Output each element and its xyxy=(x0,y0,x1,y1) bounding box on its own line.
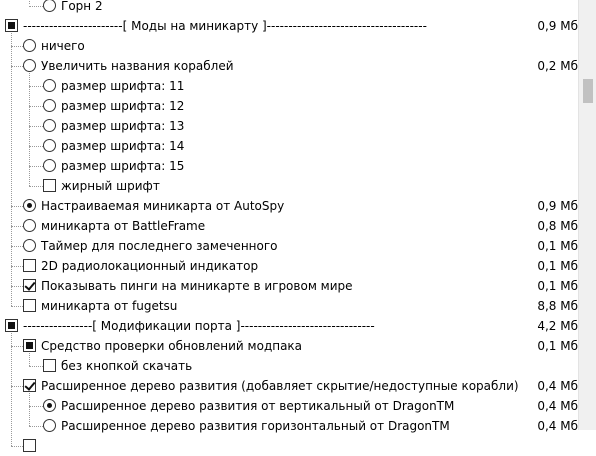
tree-connector xyxy=(29,186,43,187)
row-label: размер шрифта: 13 xyxy=(61,119,185,133)
row-size: 0,2 Мб xyxy=(537,59,578,73)
tree-connector xyxy=(29,366,43,367)
row-size: 0,1 Мб xyxy=(537,239,578,253)
tree-row[interactable] xyxy=(0,356,578,376)
tree-row[interactable] xyxy=(0,56,578,76)
tree-connector xyxy=(29,146,43,147)
tree-connector xyxy=(29,106,43,107)
tree-row[interactable] xyxy=(0,136,578,156)
tree-row[interactable] xyxy=(0,376,578,396)
tree-row[interactable] xyxy=(0,336,578,356)
row-label: размер шрифта: 12 xyxy=(61,99,185,113)
group-checkbox[interactable] xyxy=(5,319,18,332)
tree-connector xyxy=(29,426,43,427)
radio-button[interactable] xyxy=(43,139,56,152)
row-size: 8,8 Мб xyxy=(537,299,578,313)
row-label: -----------------------[ Моды на миникарту ]------------------------------------- xyxy=(23,19,427,33)
group-checkbox[interactable] xyxy=(5,19,18,32)
tree-connector xyxy=(29,393,30,426)
radio-button[interactable] xyxy=(43,399,56,412)
tree-connector xyxy=(11,206,23,207)
row-label: жирный шрифт xyxy=(61,179,160,193)
tree-connector xyxy=(11,66,23,67)
row-label: 2D радиолокационный индикатор xyxy=(41,259,259,273)
tree-connector xyxy=(11,266,23,267)
radio-button[interactable] xyxy=(23,39,36,52)
tree-connector xyxy=(11,386,23,387)
tree-row[interactable] xyxy=(0,96,578,116)
radio-button[interactable] xyxy=(43,419,56,432)
tree-connector xyxy=(29,0,30,4)
row-size: 0,4 Мб xyxy=(537,419,578,433)
checkbox[interactable] xyxy=(23,279,36,292)
tree-connector xyxy=(29,86,43,87)
row-size: 0,8 Мб xyxy=(537,219,578,233)
tree-row[interactable] xyxy=(0,196,578,216)
row-label: Горн 2 xyxy=(61,0,103,13)
row-label: Расширенное дерево развития (добавляет скрытие/недоступные корабли) xyxy=(41,379,519,393)
tree-connector xyxy=(11,46,23,47)
radio-button[interactable] xyxy=(43,119,56,132)
tree-row[interactable] xyxy=(0,236,578,256)
row-label: ----------------[ Модификации порта ]------------------------------- xyxy=(23,319,375,333)
tree-connector xyxy=(11,346,23,347)
row-label: без кнопкой скачать xyxy=(61,359,193,373)
row-label: размер шрифта: 11 xyxy=(61,79,185,93)
tree-connector xyxy=(29,126,43,127)
tree-row[interactable] xyxy=(0,296,578,316)
row-label: Увеличить названия кораблей xyxy=(41,59,234,73)
row-size: 0,9 Мб xyxy=(537,199,578,213)
checkbox[interactable] xyxy=(43,359,56,372)
tree-row[interactable] xyxy=(0,116,578,136)
vertical-scrollbar[interactable] xyxy=(578,0,596,430)
tree-connector xyxy=(11,333,12,446)
tree-row[interactable] xyxy=(0,176,578,196)
checkbox[interactable] xyxy=(23,439,36,452)
row-size: 0,1 Мб xyxy=(537,279,578,293)
tree-row[interactable] xyxy=(0,436,578,456)
tree-row[interactable] xyxy=(0,316,578,336)
row-label: миникарта от fugetsu xyxy=(41,299,178,313)
checkbox[interactable] xyxy=(23,259,36,272)
tree-row[interactable] xyxy=(0,276,578,296)
tree-row[interactable] xyxy=(0,16,578,36)
radio-button[interactable] xyxy=(23,59,36,72)
row-label: размер шрифта: 15 xyxy=(61,159,185,173)
row-size: 0,9 Мб xyxy=(537,19,578,33)
tree-row[interactable] xyxy=(0,36,578,56)
row-label: Настраиваемая миникарта от AutoSpy xyxy=(41,199,285,213)
row-label: Таймер для последнего замеченного xyxy=(41,239,278,253)
tree-row[interactable] xyxy=(0,0,578,16)
tree-connector xyxy=(11,306,23,307)
row-size: 0,4 Мб xyxy=(537,399,578,413)
row-label: Расширенное дерево развития от вертикальный от DragonTM xyxy=(61,399,455,413)
tree-row[interactable] xyxy=(0,256,578,276)
tree-row[interactable] xyxy=(0,76,578,96)
tree-connector xyxy=(29,6,43,7)
checkbox[interactable] xyxy=(23,299,36,312)
checkbox[interactable] xyxy=(43,179,56,192)
radio-button[interactable] xyxy=(23,219,36,232)
row-size: 0,1 Мб xyxy=(537,259,578,273)
radio-button[interactable] xyxy=(23,239,36,252)
tree-connector xyxy=(29,166,43,167)
row-size: 4,2 Мб xyxy=(537,319,578,333)
tree-connector xyxy=(29,406,43,407)
row-label: Расширенное дерево развития горизонтальный от DragonTM xyxy=(61,419,450,433)
scrollbar-thumb[interactable] xyxy=(583,79,593,103)
radio-button[interactable] xyxy=(43,159,56,172)
radio-button[interactable] xyxy=(43,79,56,92)
tree-connector xyxy=(11,286,23,287)
tree-row[interactable] xyxy=(0,216,578,236)
tree-connector xyxy=(29,73,30,186)
row-size: 0,1 Мб xyxy=(537,339,578,353)
tree-connector xyxy=(11,446,23,447)
group-checkbox[interactable] xyxy=(23,339,36,352)
row-label: миникарта от BattleFrame xyxy=(41,219,206,233)
tree-connector xyxy=(29,353,30,366)
radio-button[interactable] xyxy=(43,0,56,12)
row-size: 0,4 Мб xyxy=(537,379,578,393)
tree-connector xyxy=(11,246,23,247)
row-label: Показывать пинги на миникарте в игровом мире xyxy=(41,279,353,293)
radio-button[interactable] xyxy=(23,199,36,212)
row-label: размер шрифта: 14 xyxy=(61,139,185,153)
tree-connector xyxy=(11,33,12,306)
radio-button[interactable] xyxy=(43,99,56,112)
row-label: Средство проверки обновлений модпака xyxy=(41,339,303,353)
tree-row[interactable] xyxy=(0,396,578,416)
tree-row[interactable] xyxy=(0,156,578,176)
row-label: ничего xyxy=(41,39,85,53)
tree-connector xyxy=(11,226,23,227)
checkbox[interactable] xyxy=(23,379,36,392)
tree-row[interactable] xyxy=(0,416,578,436)
